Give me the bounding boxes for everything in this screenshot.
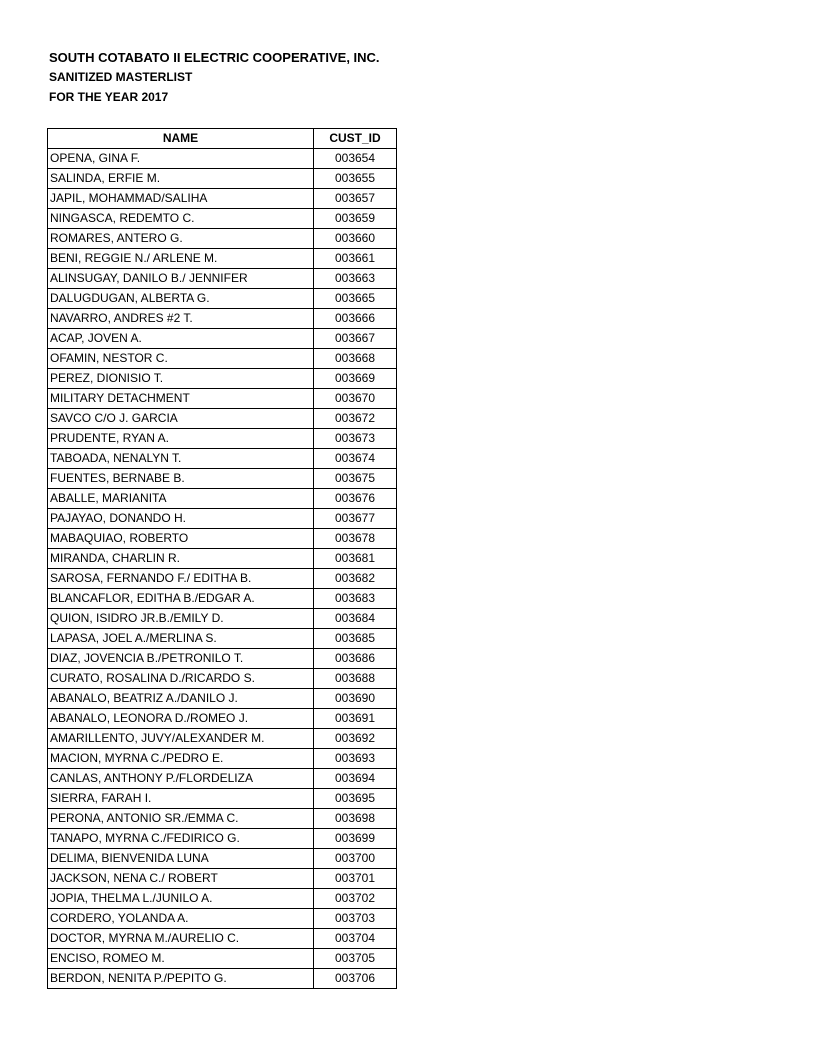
customer-id-cell: 003705	[314, 949, 397, 969]
table-row	[48, 229, 397, 249]
table-row	[48, 589, 397, 609]
customer-id-cell: 003681	[314, 549, 397, 569]
customer-name-cell: CURATO, ROSALINA D./RICARDO S.	[48, 669, 314, 689]
customer-id-cell: 003669	[314, 369, 397, 389]
customer-id-cell: 003660	[314, 229, 397, 249]
customer-name-cell: JACKSON, NENA C./ ROBERT	[48, 869, 314, 889]
customer-name-cell: ABALLE, MARIANITA	[48, 489, 314, 509]
table-row	[48, 409, 397, 429]
customer-name-cell: ROMARES, ANTERO G.	[48, 229, 314, 249]
customer-name-cell: PRUDENTE, RYAN A.	[48, 429, 314, 449]
customer-id-cell: 003688	[314, 669, 397, 689]
customer-id-cell: 003698	[314, 809, 397, 829]
customer-id-cell: 003670	[314, 389, 397, 409]
customer-id-cell: 003657	[314, 189, 397, 209]
customer-name-cell: BLANCAFLOR, EDITHA B./EDGAR A.	[48, 589, 314, 609]
table-row	[48, 909, 397, 929]
customer-id-cell: 003702	[314, 889, 397, 909]
table-row	[48, 809, 397, 829]
customer-id-cell: 003661	[314, 249, 397, 269]
customer-name-cell: OPENA, GINA F.	[48, 149, 314, 169]
customer-id-cell: 003695	[314, 789, 397, 809]
customer-id-cell: 003699	[314, 829, 397, 849]
table-row	[48, 569, 397, 589]
customer-name-cell: CANLAS, ANTHONY P./FLORDELIZA	[48, 769, 314, 789]
customer-id-cell: 003677	[314, 509, 397, 529]
customer-id-cell: 003691	[314, 709, 397, 729]
customer-id-cell: 003685	[314, 629, 397, 649]
customer-name-cell: TANAPO, MYRNA C./FEDIRICO G.	[48, 829, 314, 849]
customer-id-cell: 003654	[314, 149, 397, 169]
customer-name-cell: DIAZ, JOVENCIA B./PETRONILO T.	[48, 649, 314, 669]
document-header	[49, 50, 380, 110]
customer-name-cell: SALINDA, ERFIE M.	[48, 169, 314, 189]
table-row	[48, 309, 397, 329]
customer-id-cell: 003682	[314, 569, 397, 589]
customer-id-cell: 003665	[314, 289, 397, 309]
customer-name-cell: ABANALO, BEATRIZ A./DANILO J.	[48, 689, 314, 709]
table-row	[48, 689, 397, 709]
table-row	[48, 669, 397, 689]
customer-id-cell: 003676	[314, 489, 397, 509]
customer-name-cell: JOPIA, THELMA L./JUNILO A.	[48, 889, 314, 909]
table-row	[48, 429, 397, 449]
customer-id-cell: 003704	[314, 929, 397, 949]
customer-name-cell: SAROSA, FERNANDO F./ EDITHA B.	[48, 569, 314, 589]
customer-id-cell: 003703	[314, 909, 397, 929]
customer-name-cell: CORDERO, YOLANDA A.	[48, 909, 314, 929]
customer-name-cell: PAJAYAO, DONANDO H.	[48, 509, 314, 529]
customer-name-cell: OFAMIN, NESTOR C.	[48, 349, 314, 369]
customer-id-cell: 003667	[314, 329, 397, 349]
customer-id-cell: 003701	[314, 869, 397, 889]
customer-name-cell: DELIMA, BIENVENIDA LUNA	[48, 849, 314, 869]
customer-name-cell: PERONA, ANTONIO SR./EMMA C.	[48, 809, 314, 829]
customer-name-cell: MABAQUIAO, ROBERTO	[48, 529, 314, 549]
table-row	[48, 749, 397, 769]
customer-name-cell: ENCISO, ROMEO M.	[48, 949, 314, 969]
table-row	[48, 709, 397, 729]
customer-id-cell: 003684	[314, 609, 397, 629]
customer-id-cell: 003674	[314, 449, 397, 469]
table-row	[48, 149, 397, 169]
table-row	[48, 169, 397, 189]
table-row	[48, 529, 397, 549]
table-row	[48, 949, 397, 969]
customer-id-cell: 003678	[314, 529, 397, 549]
table-row	[48, 829, 397, 849]
table-row	[48, 889, 397, 909]
table-row	[48, 389, 397, 409]
table-header-row	[48, 129, 397, 149]
table-row	[48, 649, 397, 669]
customer-name-cell: ACAP, JOVEN A.	[48, 329, 314, 349]
table-row	[48, 349, 397, 369]
table-row	[48, 449, 397, 469]
customer-name-cell: NAVARRO, ANDRES #2 T.	[48, 309, 314, 329]
customer-id-cell: 003694	[314, 769, 397, 789]
customer-id-cell: 003663	[314, 269, 397, 289]
table-row	[48, 629, 397, 649]
customer-name-cell: DALUGDUGAN, ALBERTA G.	[48, 289, 314, 309]
table-row	[48, 489, 397, 509]
customer-name-cell: LAPASA, JOEL A./MERLINA S.	[48, 629, 314, 649]
customer-name-cell: ALINSUGAY, DANILO B./ JENNIFER	[48, 269, 314, 289]
table-row	[48, 269, 397, 289]
column-header-cust-id: CUST_ID	[314, 129, 397, 149]
customer-id-cell: 003700	[314, 849, 397, 869]
document-subtitle: SANITIZED MASTERLIST	[49, 70, 193, 84]
table-row	[48, 729, 397, 749]
organization-title: SOUTH COTABATO II ELECTRIC COOPERATIVE, INC.	[49, 50, 380, 65]
customer-id-cell: 003693	[314, 749, 397, 769]
customer-name-cell: NINGASCA, REDEMTO C.	[48, 209, 314, 229]
customer-name-cell: SIERRA, FARAH I.	[48, 789, 314, 809]
customer-name-cell: TABOADA, NENALYN T.	[48, 449, 314, 469]
customer-id-cell: 003668	[314, 349, 397, 369]
table-row	[48, 769, 397, 789]
document-year: FOR THE YEAR 2017	[49, 90, 169, 104]
customer-id-cell: 003666	[314, 309, 397, 329]
customer-id-cell: 003706	[314, 969, 397, 989]
customer-name-cell: MIRANDA, CHARLIN R.	[48, 549, 314, 569]
table-row	[48, 549, 397, 569]
customer-name-cell: AMARILLENTO, JUVY/ALEXANDER M.	[48, 729, 314, 749]
customer-name-cell: DOCTOR, MYRNA M./AURELIO C.	[48, 929, 314, 949]
customer-id-cell: 003683	[314, 589, 397, 609]
table-body	[48, 149, 397, 989]
customer-name-cell: MILITARY DETACHMENT	[48, 389, 314, 409]
customer-name-cell: JAPIL, MOHAMMAD/SALIHA	[48, 189, 314, 209]
table-row	[48, 969, 397, 989]
table-row	[48, 289, 397, 309]
table-row	[48, 609, 397, 629]
table-row	[48, 189, 397, 209]
customer-id-cell: 003692	[314, 729, 397, 749]
table-row	[48, 329, 397, 349]
table-row	[48, 789, 397, 809]
table-row	[48, 469, 397, 489]
table-row	[48, 849, 397, 869]
customer-name-cell: QUION, ISIDRO JR.B./EMILY D.	[48, 609, 314, 629]
table-row	[48, 209, 397, 229]
column-header-name: NAME	[48, 129, 314, 149]
customer-id-cell: 003672	[314, 409, 397, 429]
table-row	[48, 369, 397, 389]
customer-id-cell: 003673	[314, 429, 397, 449]
table-row	[48, 869, 397, 889]
customer-name-cell: ABANALO, LEONORA D./ROMEO J.	[48, 709, 314, 729]
customer-name-cell: BENI, REGGIE N./ ARLENE M.	[48, 249, 314, 269]
customer-name-cell: SAVCO C/O J. GARCIA	[48, 409, 314, 429]
table-row	[48, 249, 397, 269]
table-row	[48, 929, 397, 949]
customer-name-cell: PEREZ, DIONISIO T.	[48, 369, 314, 389]
masterlist-table	[47, 128, 397, 989]
customer-id-cell: 003675	[314, 469, 397, 489]
customer-id-cell: 003659	[314, 209, 397, 229]
customer-id-cell: 003655	[314, 169, 397, 189]
customer-id-cell: 003690	[314, 689, 397, 709]
customer-name-cell: FUENTES, BERNABE B.	[48, 469, 314, 489]
table-row	[48, 509, 397, 529]
customer-name-cell: BERDON, NENITA P./PEPITO G.	[48, 969, 314, 989]
customer-id-cell: 003686	[314, 649, 397, 669]
customer-name-cell: MACION, MYRNA C./PEDRO E.	[48, 749, 314, 769]
